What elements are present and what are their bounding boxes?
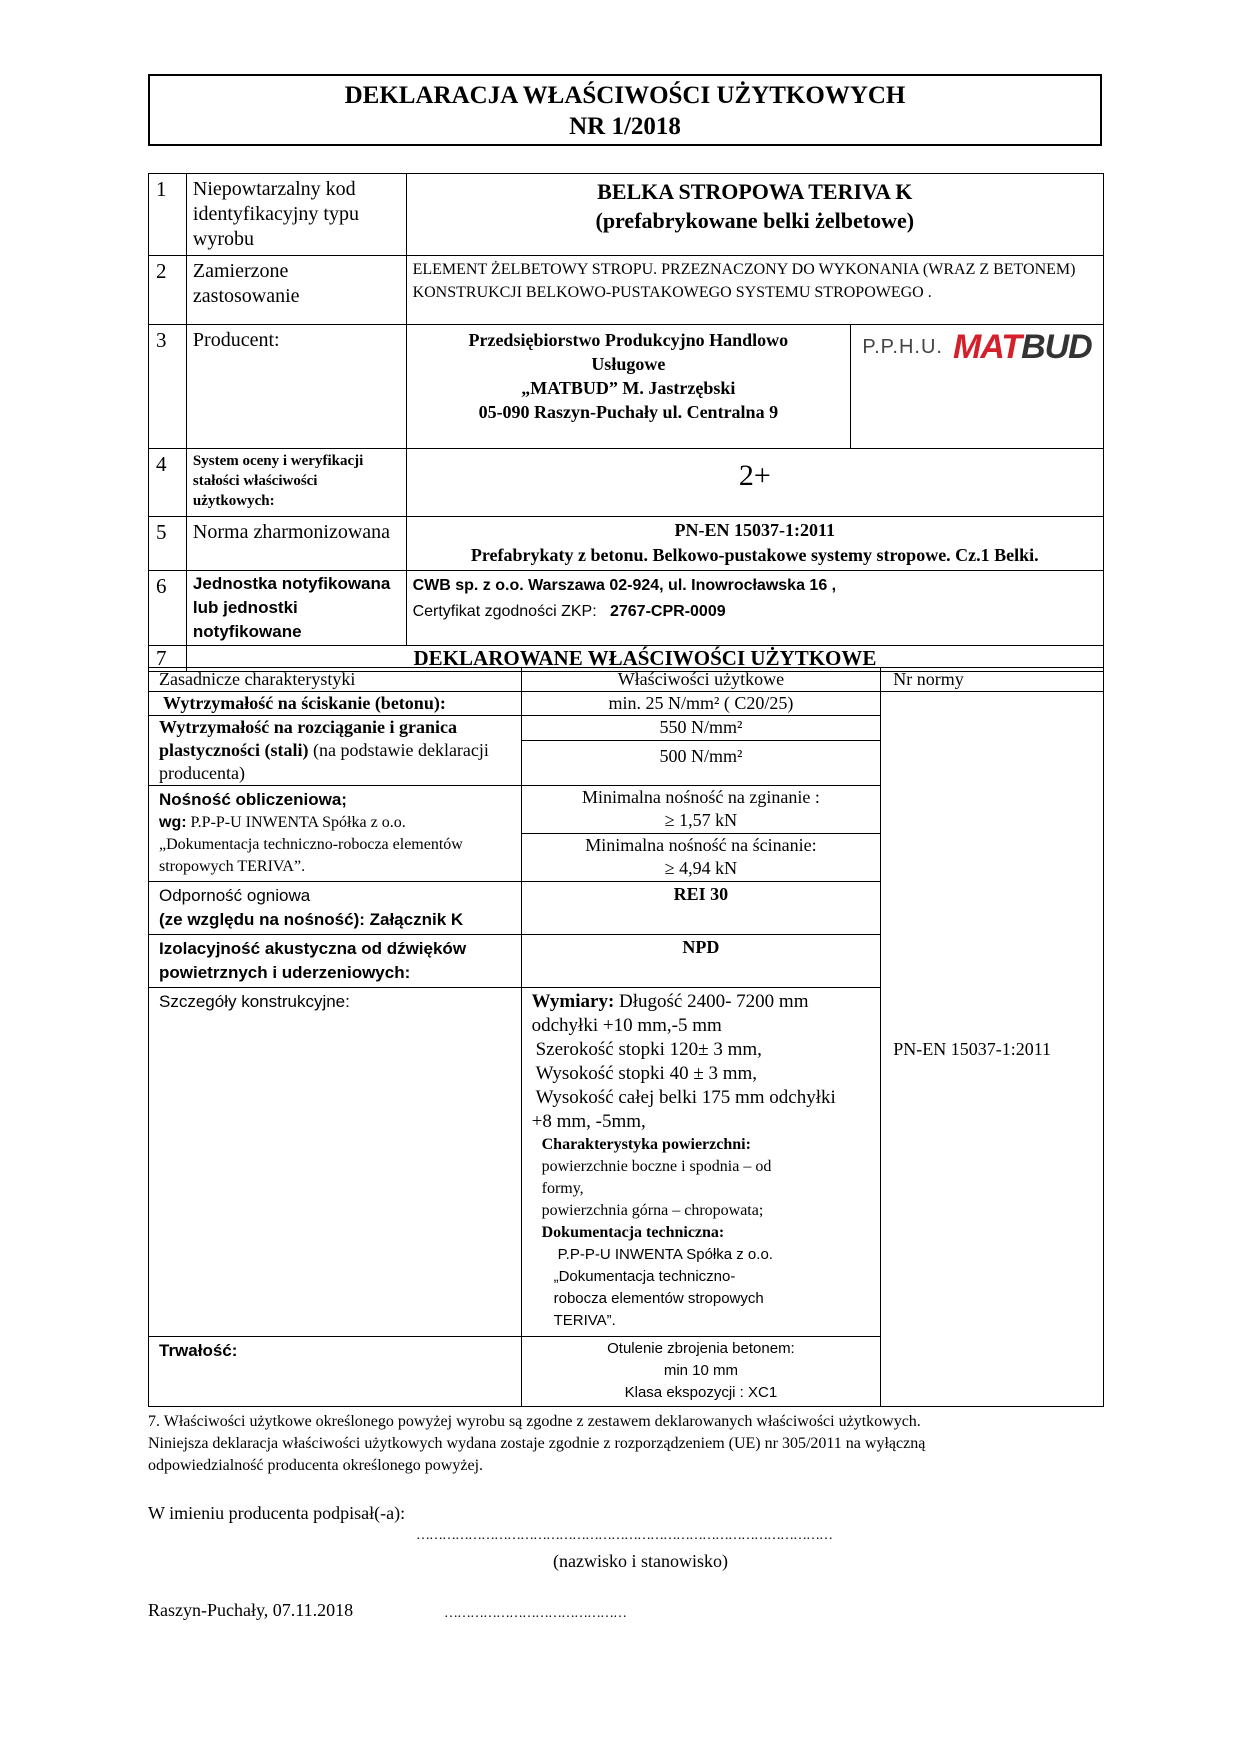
label-line: (ze względu na nośność): Załącznik K (159, 910, 464, 929)
logo-main (953, 328, 1092, 367)
surface-line: formy, (541, 1180, 584, 1197)
property-label: Szczegóły konstrukcyjne: (149, 988, 522, 1337)
value-line: Minimalna nośność na ścinanie: (585, 835, 817, 855)
label-line: Odporność ogniowa (159, 886, 311, 905)
surface-line: powierzchnia górna – chropowata; (541, 1202, 764, 1219)
property-label (149, 882, 522, 935)
note-line: 7. Właściwości użytkowe określonego powyżej wyrobu są zgodne z zestawem deklarowanych właściwości użytkowych. (148, 1413, 921, 1430)
row-number: 7 (149, 646, 187, 672)
property-label-bold: Wytrzymałość na rozciąganie i granica plastyczności (stali) (159, 717, 457, 760)
property-value (521, 834, 881, 882)
property-label: Wytrzymałość na ściskanie (betonu): (149, 692, 522, 716)
table-header-row (149, 668, 1104, 692)
title-line-2: NR 1/2018 (569, 113, 681, 140)
certificate-number: 2767-CPR-0009 (609, 603, 726, 620)
notified-body-cell (406, 571, 1103, 646)
logo-prefix: P.P.H.U. (862, 335, 943, 358)
certificate-line (413, 599, 1097, 625)
row-label: Norma zharmonizowana (186, 517, 406, 571)
property-label-bold: Nośność obliczeniowa; (159, 790, 347, 809)
dimension-line: Szerokość stopki 120± 3 mm, (535, 1039, 762, 1060)
row-number: 4 (149, 449, 187, 517)
property-label (149, 716, 522, 786)
property-value: 550 N/mm² (521, 716, 881, 741)
row-label: System oceny i weryfikacji stałości właściwości użytkowych: (186, 449, 406, 517)
label-wg: wg: (159, 814, 187, 831)
property-value: REI 30 (521, 882, 881, 935)
note-line: Niniejsza deklaracja właściwości użytkowych wydana zostaje zgodnie z rozporządzeniem (UE) nr 305/2011 na wyłączną (148, 1435, 926, 1452)
property-value: 500 N/mm² (521, 741, 881, 786)
label-line: Izolacyjność akustyczna od dźwięków (159, 939, 467, 958)
row-number: 1 (149, 174, 187, 256)
section-heading: DEKLAROWANE WŁAŚCIWOŚCI UŻYTKOWE (186, 646, 1103, 672)
property-value: NPD (521, 935, 881, 988)
certificate-label: Certyfikat zgodności ZKP: (412, 603, 597, 620)
row-label: Jednostka notyfikowana lub jednostki notyfikowane (186, 571, 406, 646)
value-line: ≥ 1,57 kN (664, 810, 738, 830)
row-number: 2 (149, 256, 187, 325)
table-row (149, 571, 1104, 646)
surface-line: powierzchnie boczne i spodnia – od (541, 1158, 772, 1175)
column-header: Właściwości użytkowe (521, 668, 881, 692)
column-header: Nr normy (881, 668, 1104, 692)
product-name: BELKA STROPOWA TERIVA K (597, 179, 913, 204)
property-label (149, 786, 522, 882)
assessment-system-value: 2+ (406, 449, 1103, 517)
row-number: 6 (149, 571, 187, 646)
table-row (149, 256, 1104, 325)
property-label: Trwałość: (149, 1337, 522, 1407)
company-logo (851, 325, 1103, 369)
place-date: Raszyn-Puchały, 07.11.2018 (148, 1600, 354, 1620)
value-line: min 10 mm (663, 1362, 739, 1379)
dimension-line: +8 mm, -5mm, (531, 1111, 646, 1132)
properties-table (148, 667, 1104, 1407)
producent-line: Przedsiębiorstwo Produkcyjno Handlowo (468, 330, 789, 350)
property-value (521, 1337, 881, 1407)
logo-mat: MAT (952, 327, 1022, 366)
producent-cell (406, 325, 851, 449)
dimension-line: Wysokość całej belki 175 mm odchyłki (535, 1087, 836, 1108)
table-row (149, 325, 1104, 449)
signature-line: …………………………………………………………………………………… (416, 1528, 832, 1543)
row-number: 5 (149, 517, 187, 571)
construction-details (521, 988, 881, 1337)
product-name-cell (406, 174, 1103, 256)
signed-by-label: W imieniu producenta podpisał(-a): (148, 1503, 406, 1523)
value-line: Otulenie zbrojenia betonem: (607, 1340, 795, 1357)
row-label: Niepowtarzalny kod identyfikacyjny typu wyrobu (186, 174, 406, 256)
title-line-1: DEKLARACJA WŁAŚCIWOŚCI UŻYTKOWYCH (344, 82, 906, 109)
documentation-line: TERIVA”. (553, 1312, 616, 1329)
documentation-line: P.P-P-U INWENTA Spółka z o.o. (557, 1246, 773, 1263)
row-label: Producent: (186, 325, 406, 449)
logo-bud: BUD (1021, 327, 1092, 366)
producent-line: 05-090 Raszyn-Puchały ul. Centralna 9 (478, 402, 779, 422)
value-line: ≥ 4,94 kN (664, 858, 738, 878)
notified-body-name: CWB sp. z o.o. Warszawa 02-924, ul. Inowrocławska 16 , (412, 577, 837, 594)
dimension-line: Wysokość stopki 40 ± 3 mm, (535, 1063, 758, 1084)
dimension-line (532, 990, 871, 1014)
norm-reference: PN-EN 15037-1:2011 (881, 692, 1104, 1407)
documentation-line: „Dokumentacja techniczno- (553, 1268, 736, 1285)
document-title (148, 74, 1102, 146)
note-line: odpowiedzialność producenta określonego powyżej. (148, 1457, 484, 1474)
table-row (149, 692, 1104, 716)
logo-cell (851, 325, 1104, 449)
dimension-text: Długość 2400- 7200 mm (614, 991, 809, 1012)
dimension-title: Wymiary: (531, 991, 615, 1012)
signature-caption: (nazwisko i stanowisko) (553, 1551, 728, 1571)
documentation-line: robocza elementów stropowych (553, 1290, 764, 1307)
surface-title: Charakterystyka powierzchni: (541, 1136, 751, 1153)
row-label: Zamierzone zastosowanie (186, 256, 406, 325)
column-header: Zasadnicze charakterystyki (149, 668, 522, 692)
property-value: min. 25 N/mm² ( C20/25) (521, 692, 881, 716)
property-label-note (159, 812, 511, 834)
norm-number: PN-EN 15037-1:2011 (674, 520, 836, 540)
label-line: powietrznych i uderzeniowych: (159, 963, 411, 982)
property-value (521, 786, 881, 834)
property-label-note: (na podstawie deklaracji producenta) (159, 740, 489, 783)
product-type: (prefabrykowane belki żelbetowe) (595, 208, 915, 233)
value-line: Minimalna nośność na zginanie : (581, 787, 820, 807)
table-row (149, 449, 1104, 517)
norm-cell (406, 517, 1103, 571)
producent-line: „MATBUD” M. Jastrzębski (521, 378, 736, 398)
value-line: Klasa ekspozycji : XC1 (624, 1384, 778, 1401)
dimension-line: odchyłki +10 mm,-5 mm (531, 1015, 722, 1036)
row-number: 3 (149, 325, 187, 449)
table-row (149, 174, 1104, 256)
property-label-note: „Dokumentacja techniczno-robocza elementów stropowych TERIVA”. (159, 836, 463, 875)
producent-line: Usługowe (591, 354, 666, 374)
info-table (148, 173, 1104, 672)
footer-note (148, 1411, 925, 1477)
property-label (149, 935, 522, 988)
table-row (149, 517, 1104, 571)
norm-title: Prefabrykaty z betonu. Belkowo-pustakowe systemy stropowe. Cz.1 Belki. (470, 545, 1039, 565)
date-signature-line: …………………………………… (444, 1606, 626, 1621)
intended-use: ELEMENT ŻELBETOWY STROPU. PRZEZNACZONY DO WYKONANIA (WRAZ Z BETONEM) KONSTRUKCJI BELKOWO-PUSTAKOWEGO SYSTEMU STROPOWEGO . (406, 256, 1103, 325)
label-firm: P.P-P-U INWENTA Spółka z o.o. (186, 814, 406, 831)
documentation-title: Dokumentacja techniczna: (541, 1224, 725, 1241)
